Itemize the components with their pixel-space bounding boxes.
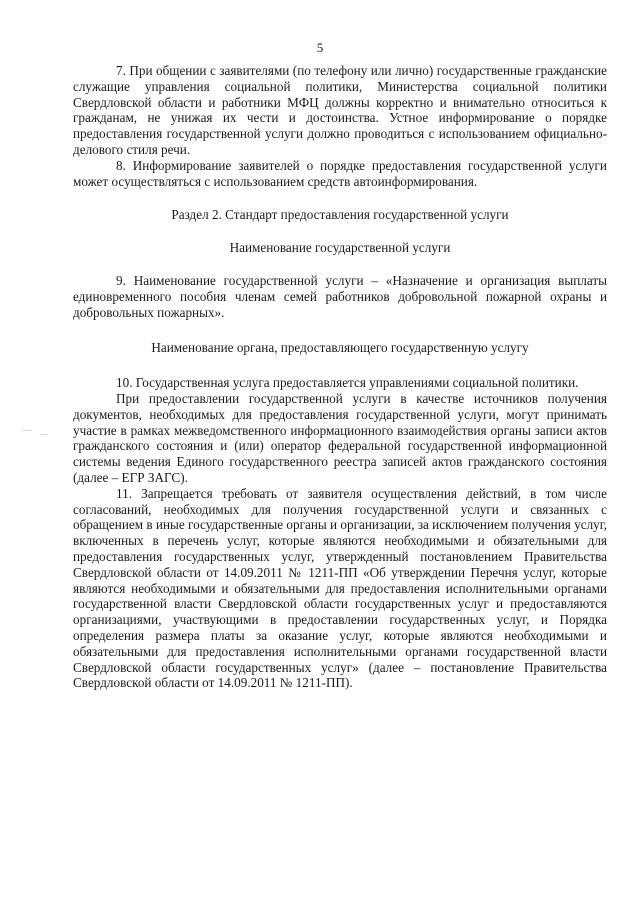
page-number: 5	[316, 40, 324, 55]
section-heading: Раздел 2. Стандарт предоставления государственной услуги	[171, 207, 509, 223]
subsection-heading-service-name: Наименование государственной услуги	[229, 240, 451, 256]
paragraph-10: 10. Государственная услуга предоставляется управлениями социальной политики.	[116, 375, 579, 391]
document-body	[73, 63, 607, 691]
paragraph-10-continued: При предоставлении государственной услуги в качестве источников получения документов, необходимых для предоставления государственной услуги, могут принимать участие в рамках межведомственного информационного взаимодействия органы записи актов гражданского состояния и (или) оператор федеральной государственной информационной системы ведения Единого государственного реестра записей актов гражданского состояния (далее – ЕГР ЗАГС).	[73, 390, 607, 485]
subsection-heading-provider: Наименование органа, предоставляющего государственную услугу	[151, 340, 529, 356]
scan-artifact	[40, 434, 48, 435]
paragraph-8: 8. Информирование заявителей о порядке предоставления государственной услуги может осуществляться с использованием средств автоинформирования.	[73, 157, 607, 189]
paragraph-9: 9. Наименование государственной услуги – «Назначение и организация выплаты единовременного пособия членам семей работников добровольной пожарной охраны и добровольных пожарных».	[73, 272, 607, 320]
scan-artifact	[22, 430, 32, 431]
paragraph-11: 11. Запрещается требовать от заявителя осуществления действий, в том числе согласований, необходимых для получения государственной услуги и связанных с обращением в иные государственные органы и организации, за исключением получения услуг, включенных в перечень услуг, которые являются необходимыми и обязательными для предоставления государственных услуг, утвержденный постановлением Правительства Свердловской области от 14.09.2011 № 1211-ПП «Об утверждении Перечня услуг, которые являются необходимыми и обязательными для предоставления исполнительными органами государственной власти Свердловской области государственных услуг и предоставляются организациями, участвующими в предоставлении государственных услуг, и Порядка определения размера платы за оказание услуг, которые являются необходимыми и обязательными для предоставления исполнительными органами государственной власти Свердловской области государственных услуг» (далее – постановление Правительства Свердловской области от 14.09.2011 № 1211-ПП).	[73, 485, 607, 691]
paragraph-7: 7. При общении с заявителями (по телефону или лично) государственные гражданские служащие управления социальной политики, Министерства социальной политики Свердловской области и работники МФЦ должны корректно и внимательно относиться к гражданам, не унижая их чести и достоинства. Устное информирование о порядке предоставления государственной услуги должно проводиться с использованием официально-делового стиля речи.	[73, 63, 607, 157]
